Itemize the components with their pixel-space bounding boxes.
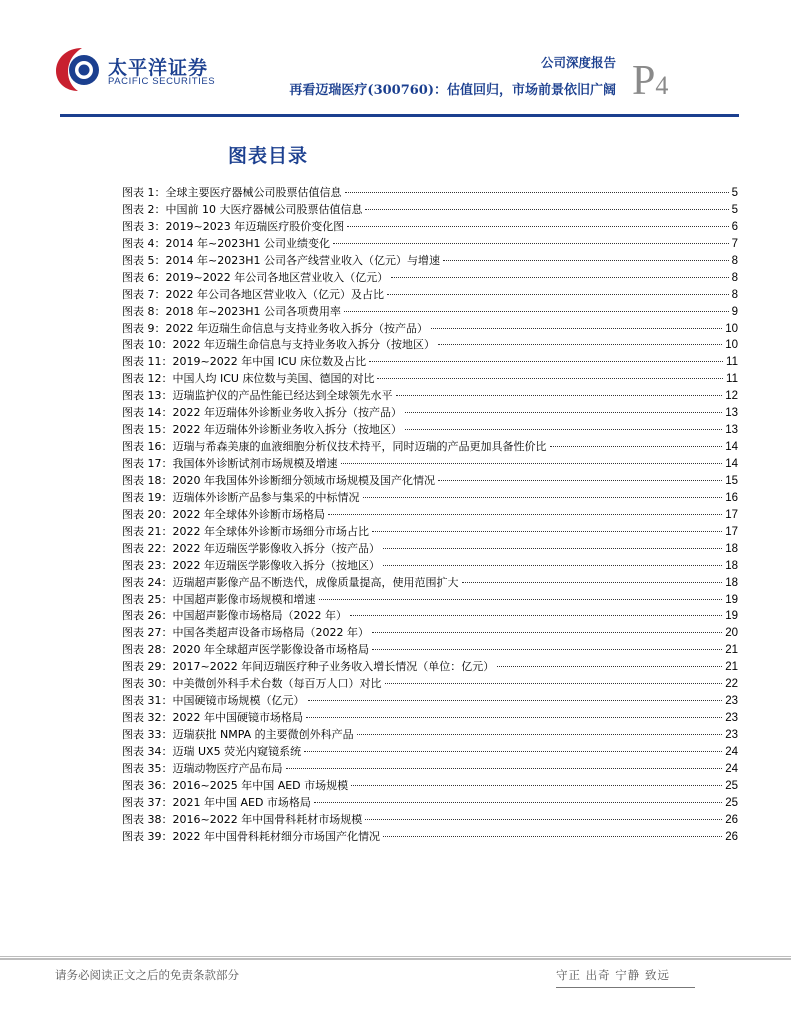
- toc-entry[interactable]: [122, 219, 738, 236]
- toc-entry-page: 8: [731, 288, 738, 301]
- toc-entry[interactable]: [122, 287, 738, 304]
- toc-entry[interactable]: [122, 270, 738, 287]
- toc-entry-page: 19: [725, 593, 738, 606]
- toc-entry[interactable]: [122, 575, 738, 592]
- toc-entry[interactable]: [122, 541, 738, 558]
- toc-dot-leader: [383, 836, 722, 837]
- toc-entry[interactable]: [122, 422, 738, 439]
- toc-entry[interactable]: [122, 202, 738, 219]
- toc-entry-label: 图表 34：迈瑞 UX5 荧光内窥镜系统: [122, 744, 302, 758]
- toc-entry-label: 图表 4：2014 年~2023H1 公司业绩变化: [122, 236, 330, 250]
- toc-entry-label: 图表 30：中美微创外科手术台数（每百万人口）对比: [122, 677, 382, 691]
- toc-entry[interactable]: [122, 625, 738, 642]
- toc-entry-label: 图表 2：中国前 10 大医疗器械公司股票估值信息: [122, 202, 363, 216]
- toc-dot-leader: [363, 497, 723, 498]
- toc-entry-label: 图表 39：2022 年中国骨科耗材细分市场国产化情况: [122, 829, 380, 843]
- report-type: 公司深度报告: [540, 55, 616, 70]
- toc-entry[interactable]: [122, 236, 738, 253]
- toc-entry-page: 13: [725, 407, 738, 420]
- toc-entry-label: 图表 16：迈瑞与希森美康的血液细胞分析仪技术持平，同时迈瑞的产品更加具备性价比: [122, 440, 547, 454]
- toc-entry-page: 18: [725, 559, 738, 572]
- toc-dot-leader: [328, 514, 722, 515]
- toc-entry-page: 23: [725, 695, 738, 708]
- page-digit: 4: [655, 71, 669, 100]
- toc-entry-page: 23: [725, 712, 738, 725]
- logo-chinese-name: 太平洋证券: [108, 57, 209, 79]
- toc-entry[interactable]: [122, 337, 738, 354]
- toc-entry-page: 10: [725, 339, 738, 352]
- toc-entry-page: 21: [725, 661, 738, 674]
- toc-entry-label: 图表 27：中国各类超声设备市场格局（2022 年）: [122, 626, 369, 640]
- toc-entry-label: 图表 11：2019~2022 年中国 ICU 床位数及占比: [122, 355, 367, 369]
- toc-entry[interactable]: [122, 642, 738, 659]
- toc-entry[interactable]: [122, 456, 738, 473]
- toc-dot-leader: [345, 192, 729, 193]
- toc-entry[interactable]: [122, 744, 738, 761]
- toc-entry[interactable]: [122, 524, 738, 541]
- toc-dot-leader: [333, 243, 729, 244]
- toc-entry-label: 图表 29：2017~2022 年间迈瑞医疗种子业务收入增长情况（单位：亿元）: [122, 660, 495, 674]
- toc-entry-label: 图表 26：中国超声影像市场格局（2022 年）: [122, 609, 347, 623]
- toc-entry[interactable]: [122, 388, 738, 405]
- toc-entry-label: 图表 36：2016~2025 年中国 AED 市场规模: [122, 778, 349, 792]
- toc-entry-label: 图表 12：中国人均 ICU 床位数与美国、德国的对比: [122, 372, 375, 386]
- toc-dot-leader: [387, 294, 729, 295]
- toc-entry-page: 18: [725, 542, 738, 555]
- toc-dot-leader: [314, 802, 722, 803]
- toc-entry-page: 5: [731, 187, 738, 199]
- toc-dot-leader: [550, 446, 723, 447]
- toc-entry[interactable]: [122, 558, 738, 575]
- toc-entry[interactable]: [122, 507, 738, 524]
- toc-dot-leader: [396, 395, 723, 396]
- toc-entry-label: 图表 38：2016~2022 年中国骨科耗材市场规模: [122, 812, 363, 826]
- toc-dot-leader: [405, 429, 722, 430]
- toc-entry-page: 24: [725, 762, 738, 775]
- toc-entry-page: 8: [731, 271, 738, 284]
- toc-dot-leader: [365, 819, 722, 820]
- toc-dot-leader: [351, 785, 722, 786]
- toc-entry[interactable]: [122, 592, 738, 609]
- toc-entry-page: 7: [731, 237, 738, 250]
- toc-dot-leader: [308, 700, 723, 701]
- toc-entry[interactable]: [122, 439, 738, 456]
- toc-entry-page: 13: [725, 424, 738, 437]
- toc-dot-leader: [383, 565, 722, 566]
- toc-dot-leader: [369, 361, 723, 362]
- toc-entry-page: 14: [725, 458, 738, 470]
- toc-dot-leader: [383, 548, 722, 549]
- toc-entry[interactable]: [122, 795, 738, 812]
- toc-entry[interactable]: [122, 693, 738, 710]
- toc-entry-label: 图表 7：2022 年公司各地区营业收入（亿元）及占比: [122, 287, 384, 301]
- header-divider: [60, 114, 739, 117]
- toc-entry[interactable]: [122, 405, 738, 422]
- toc-dot-leader: [365, 209, 728, 210]
- toc-entry-page: 26: [725, 813, 738, 826]
- toc-entry-page: 9: [731, 305, 738, 318]
- toc-entry-page: 10: [725, 322, 738, 335]
- toc-dot-leader: [350, 615, 722, 616]
- toc-entry-page: 17: [725, 508, 738, 521]
- toc-entry-label: 图表 35：迈瑞动物医疗产品布局: [122, 761, 283, 775]
- toc-entry[interactable]: [122, 490, 738, 507]
- toc-entry-label: 图表 32：2022 年中国硬镜市场格局: [122, 711, 303, 725]
- toc-dot-leader: [347, 226, 728, 227]
- toc-entry-label: 图表 5：2014 年~2023H1 公司各产线营业收入（亿元）与增速: [122, 253, 440, 267]
- toc-dot-leader: [372, 649, 722, 650]
- toc-dot-leader: [344, 311, 729, 312]
- footer-divider-thick: [0, 958, 791, 960]
- toc-entry[interactable]: [122, 761, 738, 778]
- toc-entry-label: 图表 6：2019~2022 年公司各地区营业收入（亿元）: [122, 270, 389, 284]
- toc-entry-label: 图表 13：迈瑞监护仪的产品性能已经达到全球领先水平: [122, 389, 393, 403]
- pacific-securities-logo-icon: [52, 44, 104, 94]
- toc-entry-label: 图表 15：2022 年迈瑞体外诊断业务收入拆分（按地区）: [122, 423, 402, 437]
- toc-dot-leader: [443, 260, 729, 261]
- toc-entry-label: 图表 19：迈瑞体外诊断产品参与集采的中标情况: [122, 490, 360, 504]
- toc-entry[interactable]: [122, 185, 738, 202]
- toc-entry[interactable]: [122, 659, 738, 676]
- motto-underline: [556, 987, 695, 988]
- toc-entry-page: 12: [725, 390, 738, 403]
- toc-dot-leader: [319, 599, 723, 600]
- toc-entry[interactable]: [122, 321, 738, 338]
- toc-entry[interactable]: [122, 727, 738, 744]
- report-title: 再看迈瑞医疗(300760)：估值回归，市场前景依旧广阔: [289, 83, 616, 98]
- page-number: [632, 60, 668, 102]
- toc-entry-page: 6: [731, 220, 738, 233]
- toc-dot-leader: [431, 328, 722, 329]
- toc-dot-leader: [391, 277, 728, 278]
- toc-entry-page: 25: [725, 796, 738, 809]
- toc-list: [122, 185, 738, 846]
- toc-entry-page: 17: [725, 525, 738, 538]
- toc-dot-leader: [438, 344, 722, 345]
- toc-entry-label: 图表 28：2020 年全球超声医学影像设备市场格局: [122, 643, 369, 657]
- toc-entry-page: 11: [726, 356, 738, 369]
- toc-entry-label: 图表 1：全球主要医疗器械公司股票估值信息: [122, 186, 342, 199]
- toc-dot-leader: [377, 378, 723, 379]
- toc-dot-leader: [462, 582, 723, 583]
- toc-entry-label: 图表 33：迈瑞获批 NMPA 的主要微创外科产品: [122, 728, 354, 741]
- footer-motto: 守正 出奇 宁静 致远: [556, 968, 670, 982]
- toc-dot-leader: [372, 632, 722, 633]
- toc-entry-label: 图表 17：我国体外诊断试剂市场规模及增速: [122, 457, 338, 470]
- toc-entry-page: 21: [725, 644, 738, 657]
- toc-entry-label: 图表 20：2022 年全球体外诊断市场格局: [122, 507, 325, 521]
- toc-dot-leader: [306, 717, 722, 718]
- toc-entry-label: 图表 3：2019~2023 年迈瑞医疗股价变化图: [122, 219, 345, 233]
- toc-entry-page: 16: [725, 491, 738, 504]
- toc-entry-page: 25: [725, 779, 738, 792]
- toc-entry-label: 图表 24：迈瑞超声影像产品不断迭代，成像质量提高，使用范围扩大: [122, 575, 459, 589]
- toc-dot-leader: [286, 768, 723, 769]
- toc-entry-label: 图表 22：2022 年迈瑞医学影像收入拆分（按产品）: [122, 541, 380, 555]
- toc-dot-leader: [372, 531, 722, 532]
- toc-entry-label: 图表 31：中国硬镜市场规模（亿元）: [122, 694, 305, 708]
- toc-title: 图表目录: [228, 145, 309, 167]
- page-letter: P: [632, 58, 656, 104]
- footer-divider: [0, 956, 791, 957]
- toc-entry-page: 14: [725, 441, 738, 454]
- toc-entry[interactable]: [122, 608, 738, 625]
- logo-english-name: PACIFIC SECURITIES: [108, 76, 216, 87]
- toc-dot-leader: [405, 412, 722, 413]
- toc-entry[interactable]: [122, 304, 738, 321]
- toc-entry-label: 图表 25：中国超声影像市场规模和增速: [122, 592, 316, 606]
- toc-entry-page: 5: [731, 203, 738, 216]
- toc-entry-page: 22: [725, 678, 738, 691]
- toc-dot-leader: [497, 666, 722, 667]
- company-logo: [52, 44, 216, 94]
- toc-entry[interactable]: [122, 829, 738, 846]
- toc-entry-label: 图表 14：2022 年迈瑞体外诊断业务收入拆分（按产品）: [122, 406, 402, 420]
- toc-entry-page: 23: [725, 729, 738, 741]
- toc-entry-label: 图表 18：2020 年我国体外诊断细分领域市场规模及国产化情况: [122, 473, 435, 487]
- toc-entry-page: 26: [725, 830, 738, 843]
- toc-entry[interactable]: [122, 473, 738, 490]
- toc-entry-page: 18: [725, 576, 738, 589]
- toc-entry-label: 图表 9：2022 年迈瑞生命信息与支持业务收入拆分（按产品）: [122, 321, 428, 335]
- toc-entry-page: 11: [726, 373, 738, 386]
- toc-dot-leader: [357, 734, 723, 735]
- footer-disclaimer: 请务必阅读正文之后的免责条款部分: [55, 968, 239, 982]
- toc-dot-leader: [385, 683, 723, 684]
- toc-dot-leader: [341, 463, 723, 464]
- toc-entry[interactable]: [122, 778, 738, 795]
- toc-entry-page: 20: [725, 627, 738, 640]
- toc-entry[interactable]: [122, 710, 738, 727]
- toc-entry[interactable]: [122, 253, 738, 270]
- toc-entry[interactable]: [122, 676, 738, 693]
- toc-entry-page: 24: [725, 745, 738, 758]
- toc-entry-page: 15: [725, 474, 738, 487]
- toc-entry-label: 图表 23：2022 年迈瑞医学影像收入拆分（按地区）: [122, 558, 380, 572]
- toc-entry[interactable]: [122, 371, 738, 388]
- toc-entry-label: 图表 8：2018 年~2023H1 公司各项费用率: [122, 304, 341, 318]
- toc-entry-label: 图表 10：2022 年迈瑞生命信息与支持业务收入拆分（按地区）: [122, 338, 435, 352]
- toc-entry-page: 8: [731, 254, 738, 267]
- toc-entry[interactable]: [122, 812, 738, 829]
- toc-dot-leader: [438, 480, 722, 481]
- toc-entry-page: 19: [725, 610, 738, 623]
- toc-entry[interactable]: [122, 354, 738, 371]
- toc-entry-label: 图表 21：2022 年全球体外诊断市场细分市场占比: [122, 524, 369, 538]
- toc-dot-leader: [304, 751, 722, 752]
- toc-entry-label: 图表 37：2021 年中国 AED 市场格局: [122, 795, 311, 809]
